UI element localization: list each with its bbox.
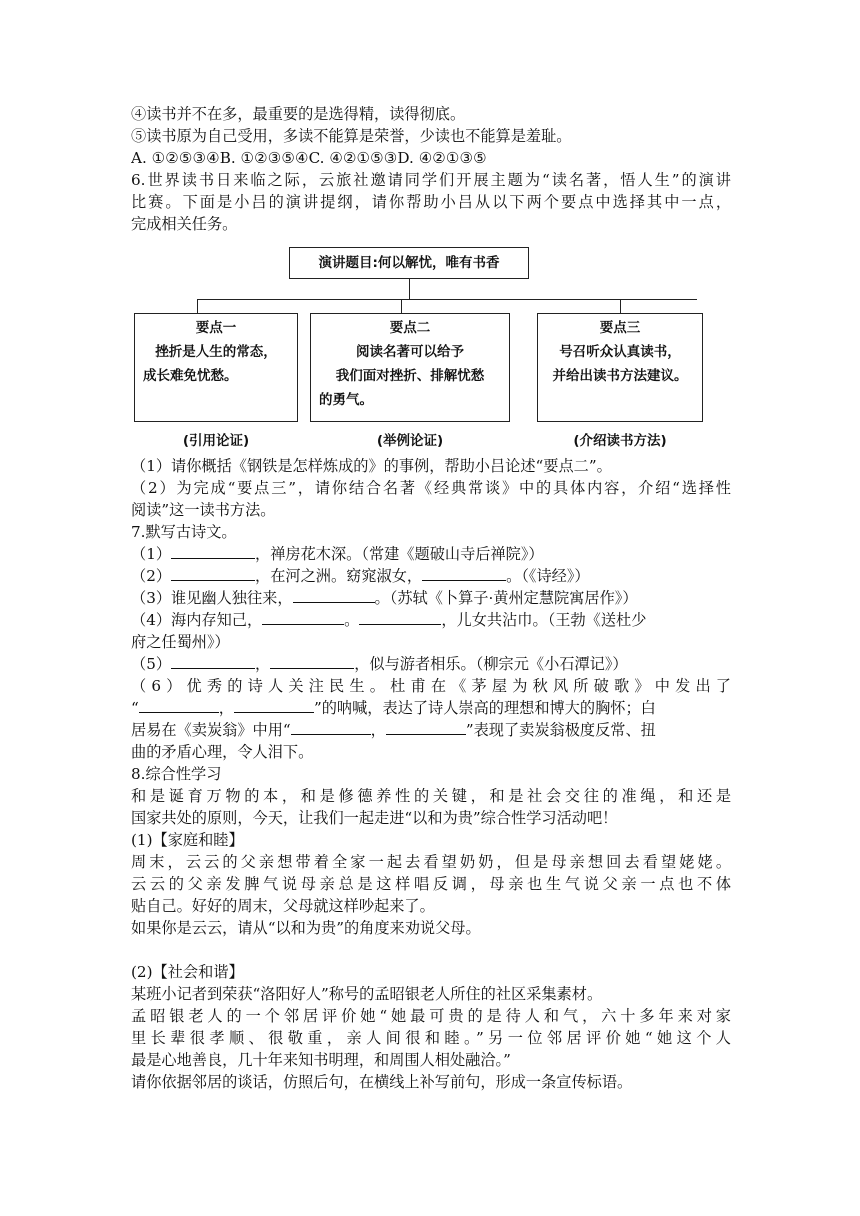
q8-section-1-title: (1)【家庭和睦】: [131, 831, 244, 849]
outline-title: 演讲题目:何以解忧，唯有书香: [318, 255, 500, 271]
point-2-line-1: 阅读名著可以给予: [356, 344, 464, 360]
answer-choices: A. ①②⑤③④B. ①②③⑤④C. ④②①⑤③D. ④②①③⑤: [131, 149, 487, 167]
q8-section-2-line-4: 最是心地善良，几十年来知书明理，和周围人相处融洽。”: [131, 1051, 511, 1069]
answer-blank[interactable]: [171, 654, 255, 669]
option-5: ⑤读书原为自己受用，多读不能算是荣誉，少读也不能算是羞耻。: [131, 127, 572, 145]
connector-mid: [401, 299, 402, 313]
point-3-box: [537, 313, 703, 422]
q8-intro-line-1: 和是诞育万物的本，和是修德养性的关键，和是社会交往的准绳，和还是: [131, 787, 731, 805]
point-2-box: [310, 313, 510, 422]
point-2-line-3: 的勇气。: [319, 392, 373, 408]
q7-item-5: （5） ， ，似与游者相乐。（柳宗元《小石潭记》）: [131, 655, 628, 673]
answer-blank[interactable]: [359, 610, 441, 625]
q8-intro-line-2: 国家共处的原则，今天，让我们一起走进“以和为贵”综合性学习活动吧！: [131, 809, 618, 827]
exam-page: [131, 103, 731, 1093]
option-4: ④读书并不在多，最重要的是选得精，读得彻底。: [131, 105, 466, 123]
point-1-line-1: 挫折是人生的常态，: [155, 344, 277, 360]
answer-blank[interactable]: [139, 698, 219, 713]
q6-stem-line-2: 比赛。下面是小吕的演讲提纲，请你帮助小吕从以下两个要点中选择其中一点，: [131, 193, 731, 211]
speech-outline-diagram: [131, 243, 731, 449]
q7-item-1: （1） ，禅房花木深。（常建《题破山寺后禅院》）: [131, 545, 544, 563]
answer-blank[interactable]: [262, 610, 344, 625]
connector-left: [197, 299, 198, 313]
q8-section-2-line-3: 里长辈很孝顺、很敬重，亲人间很和睦。”另一位邻居评价她“她这个人: [131, 1029, 731, 1047]
q8-section-1-line-2: 云云的父亲发脾气说母亲总是这样唱反调，母亲也生气说父亲一点也不体: [131, 875, 731, 893]
q7-item-6-line-3: 居易在《卖炭翁》中用“ ， ”表现了卖炭翁极度反常、扭: [131, 721, 656, 739]
point-2-heading: 要点二: [389, 320, 431, 336]
answer-blank[interactable]: [171, 566, 255, 581]
point-1-heading: 要点一: [195, 320, 237, 336]
q8-title: 8.综合性学习: [131, 765, 222, 783]
answer-blank[interactable]: [270, 654, 354, 669]
point-3-line-1: 号召听众认真读书，: [559, 344, 681, 360]
answer-blank[interactable]: [293, 588, 375, 603]
point-1-line-2: 成长难免忧愁。: [143, 368, 238, 384]
q8-section-2-line-2: 孟昭银老人的一个邻居评价她“她最可贵的是待人和气，六十多年来对家: [131, 1007, 731, 1025]
point-1-box: [134, 313, 298, 422]
answer-blank[interactable]: [291, 720, 371, 735]
q8-section-1-line-1: 周末，云云的父亲想带着全家一起去看望奶奶，但是母亲想回去看望姥姥。: [131, 853, 731, 871]
q7-title: 7.默写古诗文。: [131, 523, 237, 541]
point-2-caption: (举例论证): [376, 433, 444, 449]
q6-stem-line-3: 完成相关任务。: [131, 215, 238, 233]
outline-title-box: [289, 247, 529, 279]
q7-item-2: （2） ，在河之洲。窈窕淑女， 。（《诗经》）: [131, 567, 590, 585]
point-3-caption: (介绍读书方法): [573, 433, 667, 449]
q7-item-4-cont: 府之任蜀州》）: [131, 633, 230, 651]
answer-blank[interactable]: [171, 544, 255, 559]
point-2-line-2: 我们面对挫折、排解忧愁: [335, 368, 485, 384]
q8-section-2-line-1: 某班小记者到荣获“洛阳好人”称号的孟昭银老人所住的社区采集素材。: [131, 985, 603, 1003]
q8-section-2-title: (2)【社会和谐】: [131, 963, 244, 981]
connector-right: [620, 299, 621, 313]
q6-subquestion-1: （1）请你概括《钢铁是怎样炼成的》的事例，帮助小吕论述“要点二”。: [131, 457, 612, 475]
q6-subquestion-2-line-1: （2）为完成“要点三”，请你结合名著《经典常谈》中的具体内容，介绍“选择性: [131, 479, 731, 497]
q6-stem-line-1: 6.世界读书日来临之际，云旅社邀请同学们开展主题为“读名著，悟人生”的演讲: [131, 171, 731, 189]
q7-item-6-line-2: “ ， ”的呐喊，表达了诗人崇高的理想和博大的胸怀；白: [131, 699, 656, 717]
point-3-line-2: 并给出读书方法建议。: [552, 368, 688, 384]
q7-item-4: （4）海内存知己， 。 ，儿女共沾巾。（王勃《送杜少: [131, 611, 647, 629]
q8-section-1-line-4: 如果你是云云，请从“以和为贵”的角度来劝说父母。: [131, 919, 481, 937]
point-3-heading: 要点三: [599, 320, 641, 336]
q8-section-1-line-3: 贴自己。好好的周末，父母就这样吵起来了。: [131, 897, 435, 915]
q7-item-6-line-4: 曲的矛盾心理，令人泪下。: [131, 743, 314, 761]
q6-subquestion-2-line-2: 阅读”这一读书方法。: [131, 501, 276, 519]
answer-blank[interactable]: [234, 698, 314, 713]
connector-trunk: [409, 279, 410, 299]
answer-blank[interactable]: [386, 720, 466, 735]
q7-item-6-line-1: （6）优秀的诗人关注民生。杜甫在《茅屋为秋风所破歌》中发出了: [131, 677, 731, 695]
point-1-caption: (引用论证): [182, 433, 250, 449]
q8-section-2-line-5: 请你依据邻居的谈话，仿照后句，在横线上补写前句，形成一条宣传标语。: [131, 1073, 633, 1091]
connector-bar: [197, 299, 697, 300]
answer-blank[interactable]: [422, 566, 506, 581]
q7-item-3: （3）谁见幽人独往来， 。（苏轼《卜算子·黄州定慧院寓居作》）: [131, 589, 638, 607]
